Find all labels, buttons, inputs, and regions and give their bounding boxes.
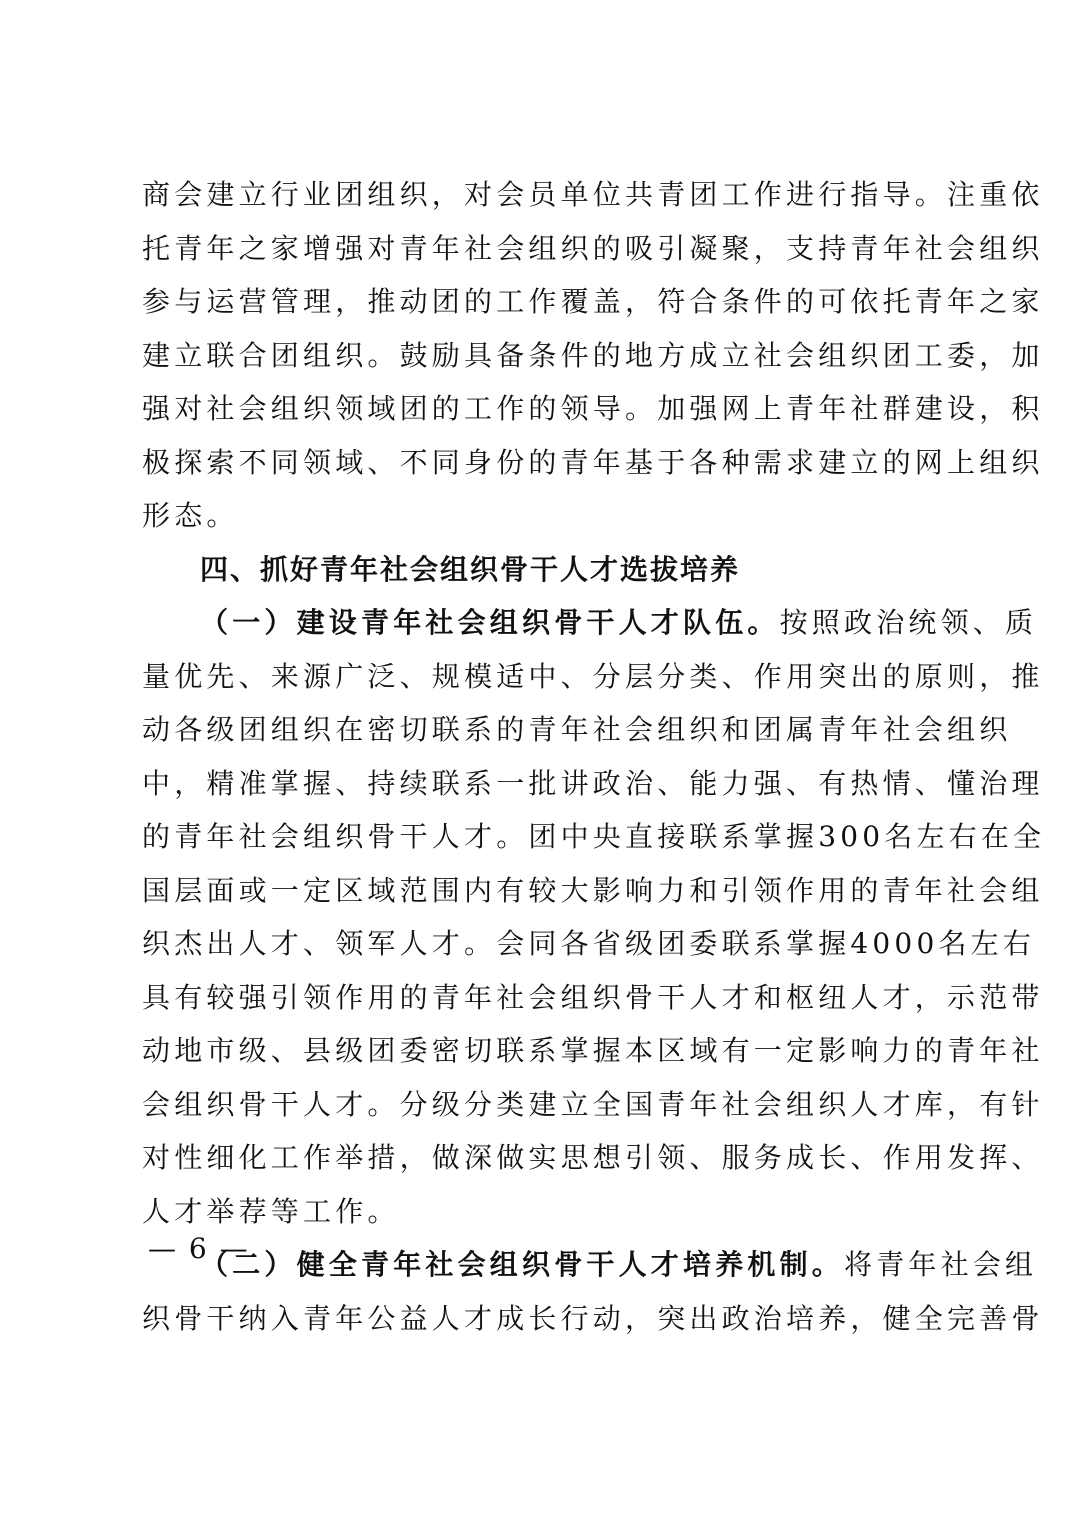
text-line: 织杰出人才、领军人才。会同各省级团委联系掌握4000名左右: [142, 927, 1036, 960]
text-line: 形态。: [142, 499, 239, 532]
sub-heading: （一）建设青年社会组织骨干人才队伍。: [200, 606, 780, 639]
sub-heading: （二）健全青年社会组织骨干人才培养机制。: [200, 1248, 845, 1281]
document-body: [142, 168, 1046, 1345]
text-line: 国层面或一定区域范围内有较大影响力和引领作用的青年社会组: [142, 873, 1044, 907]
text-line: 建立联合团组织。鼓励具备条件的地方成立社会组织团工委，加: [142, 338, 1044, 372]
text-line: 动地市级、县级团委密切联系掌握本区域有一定影响力的青年社: [142, 1034, 1044, 1067]
paragraph-first-line: [142, 596, 1038, 650]
text-span: 按照政治统领、质: [779, 606, 1038, 639]
text-line: 强对社会组织领域团的工作的领导。加强网上青年社群建设，积: [142, 392, 1044, 425]
text-line: 的青年社会组织骨干人才。团中央直接联系掌握300名左右在全: [142, 820, 1046, 853]
text-line: 动各级团组织在密切联系的青年社会组织和团属青年社会组织: [142, 713, 1012, 746]
section-heading: 四、抓好青年社会组织骨干人才选拔培养: [200, 552, 741, 586]
text-line: 具有较强引领作用的青年社会组织骨干人才和枢纽人才，示范带: [142, 980, 1044, 1014]
text-line: 托青年之家增强对青年社会组织的吸引凝聚，支持青年社会组织: [142, 231, 1044, 265]
text-span: 将青年社会组: [844, 1248, 1038, 1281]
text-line: 商会建立行业团组织，对会员单位共青团工作进行指导。注重依: [142, 178, 1044, 211]
text-line: 参与运营管理，推动团的工作覆盖，符合条件的可依托青年之家: [142, 285, 1044, 318]
text-line: 人才举荐等工作。: [142, 1194, 400, 1228]
text-line: 量优先、来源广泛、规模适中、分层分类、作用突出的原则，推: [142, 659, 1044, 693]
text-line: 对性细化工作举措，做深做实思想引领、服务成长、作用发挥、: [142, 1141, 1044, 1174]
text-line: 中，精准掌握、持续联系一批讲政治、能力强、有热情、懂治理: [142, 766, 1044, 800]
paragraph-first-line: [142, 1238, 1038, 1292]
page-number: — 6 —: [148, 1232, 250, 1265]
text-line: 极探索不同领域、不同身份的青年基于各种需求建立的网上组织: [142, 445, 1044, 479]
text-line: 会组织骨干人才。分级分类建立全国青年社会组织人才库，有针: [142, 1087, 1044, 1121]
text-line: 织骨干纳入青年公益人才成长行动，突出政治培养，健全完善骨: [142, 1301, 1044, 1335]
